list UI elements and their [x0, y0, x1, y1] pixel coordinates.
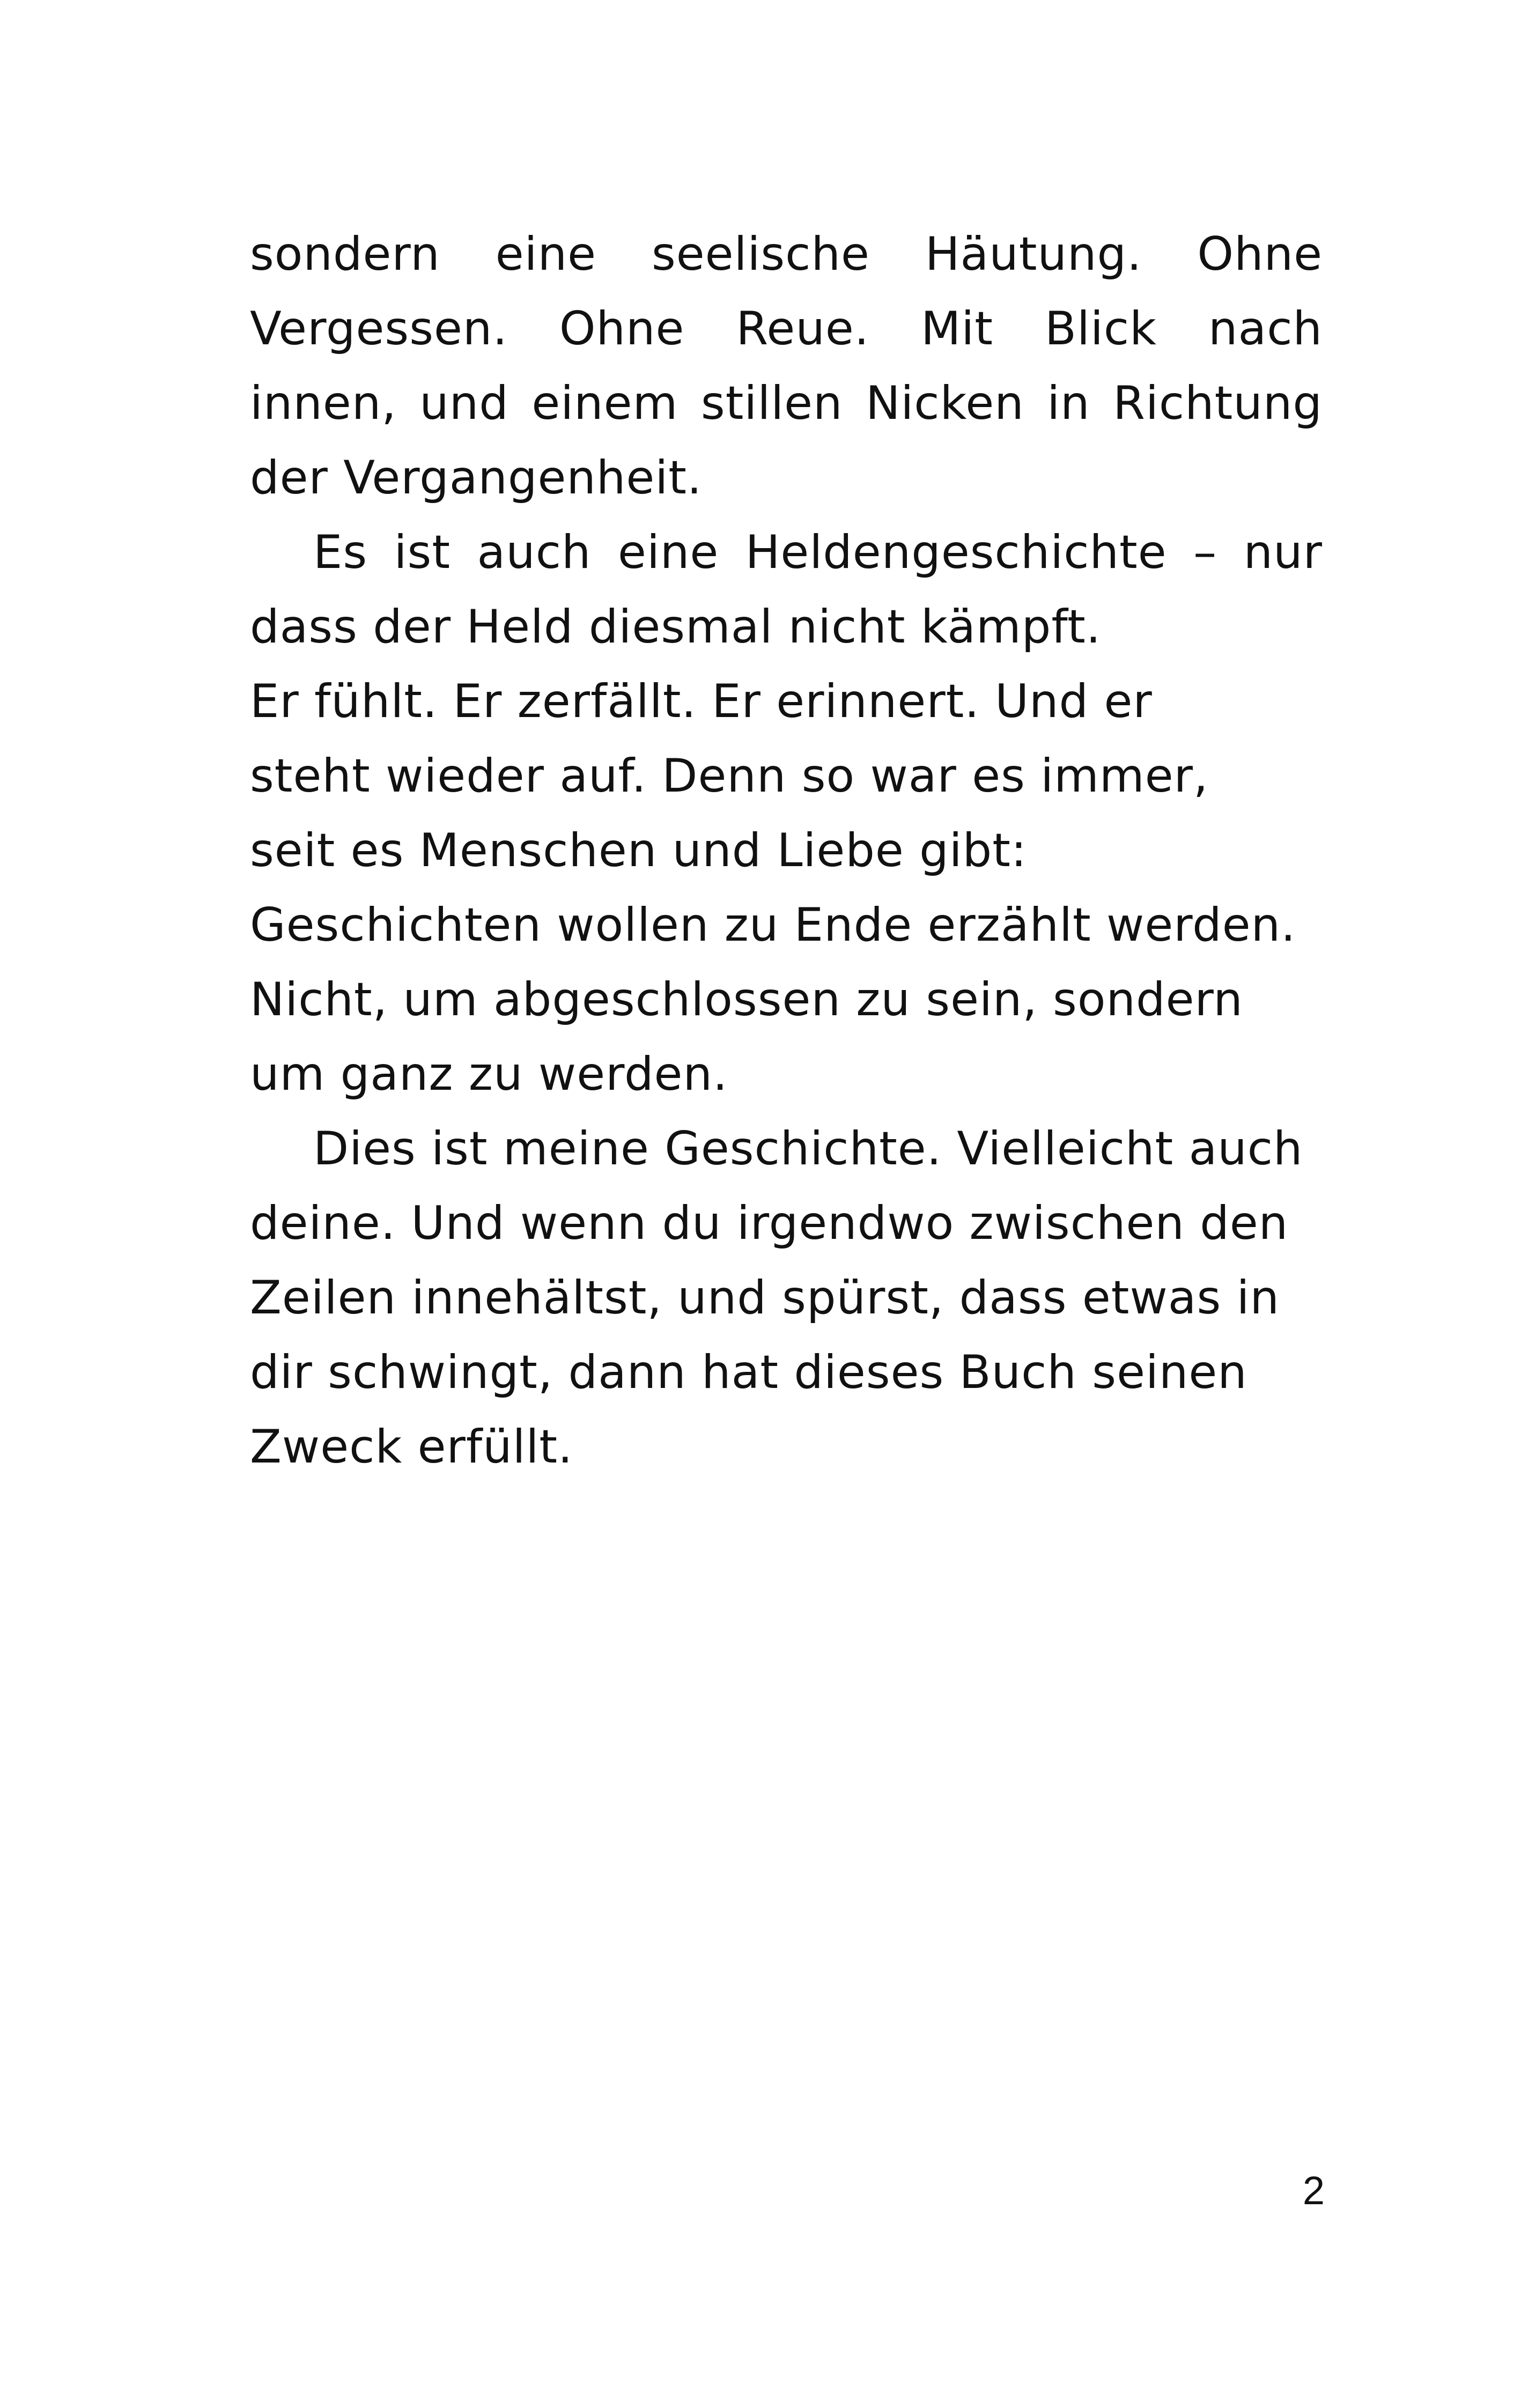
text-line: Geschichten wollen zu Ende erzählt werden. — [250, 898, 1296, 952]
page-number: 2 — [1302, 2168, 1325, 2213]
text-line: der Vergangenheit. — [250, 451, 703, 505]
text-line: um ganz zu werden. — [250, 1047, 728, 1101]
text-line: dir schwingt, dann hat dieses Buch seinen — [250, 1346, 1247, 1399]
text-line: deine. Und wenn du irgendwo zwischen den — [250, 1196, 1289, 1250]
text-line: Er fühlt. Er zerfällt. Er erinnert. Und er — [250, 675, 1153, 728]
text-line: Vergessen. Ohne Reue. Mit Blick nach — [250, 302, 1323, 356]
text-line: Nicht, um abgeschlossen zu sein, sondern — [250, 973, 1243, 1026]
text-line: Zeilen innehältst, und spürst, dass etwas in — [250, 1271, 1280, 1325]
text-line: seit es Menschen und Liebe gibt: — [250, 824, 1027, 877]
text-line: steht wieder auf. Denn so war es immer, — [250, 749, 1209, 803]
text-line: dass der Held diesmal nicht kämpft. — [250, 600, 1102, 654]
text-line: Zweck erfüllt. — [250, 1420, 573, 1474]
text-line: innen, und einem stillen Nicken in Richtung — [250, 376, 1323, 430]
text-line: Dies ist meine Geschichte. Vielleicht auch — [313, 1122, 1303, 1176]
text-line: sondern eine seelische Häutung. Ohne — [250, 227, 1323, 281]
body-text — [250, 217, 1323, 1484]
text-line: Es ist auch eine Heldengeschichte – nur — [313, 526, 1323, 579]
